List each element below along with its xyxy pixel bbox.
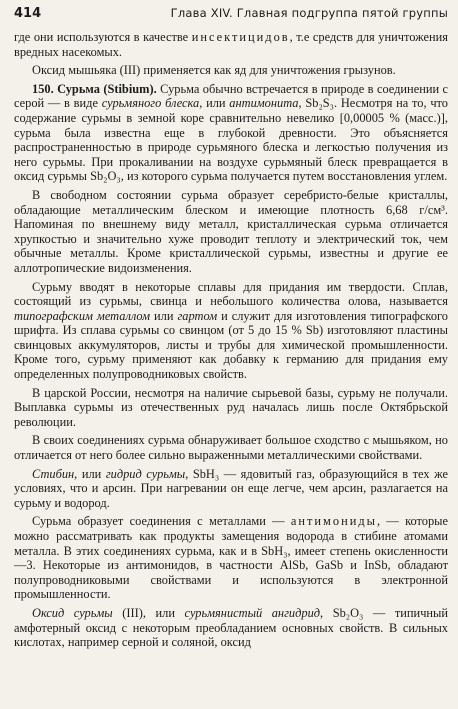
text-run: инсектицидов [191, 30, 290, 44]
text-run: антимониды [290, 514, 377, 529]
text-run: , или [199, 96, 230, 111]
text-run: 150. Сурьма (Stibium). [32, 81, 157, 96]
text-run: где они используются в качестве [14, 30, 192, 44]
text-run: Оксид сурьмы [32, 605, 113, 620]
text-run: Сурьма образует соединения с металлами — [32, 514, 291, 529]
paragraph [14, 514, 448, 602]
text-run: Сурьму вводят в некоторые сплавы для придания им твердости. Сплав, состоящий из сурьмы, свинца и небольшого количества олова, называется [14, 279, 448, 309]
paragraph [14, 82, 448, 184]
page-body [14, 30, 448, 650]
text-run: В царской России, несмотря на наличие сырьевой базы, сурьму не получали. Выплавка сурьмы из отечественных руд началась лишь после Октябрьской революции. [14, 385, 448, 429]
text-run: , SbH₃ — ядовитый газ, образующийся в тех же условиях, что и арсин. При нагревании он еще легче, чем арсин, разлагается на сурьму и водород. [14, 466, 448, 510]
text-run: сурьмянистый ангидрид [184, 605, 321, 620]
paragraph [14, 280, 448, 382]
text-run: В своих соединениях сурьма обнаруживает большое сходство с мышьяком, но отличается от него более сильно выраженными металлическими свойствами. [14, 433, 448, 463]
text-run: , или [74, 466, 106, 481]
text-run: , Sb₂S₃. Несмотря на то, что содержание сурьмы в земной коре сравнительно невелико [0,00005 % (масс.)], сурьма была известна еще в глубокой древности. Это объясняется распространенностью в природе сурьмяного блеска и легкостью получения из него сурьмы. При прокаливании на воздухе сурьмяный блеск превращается в оксид сурьмы Sb₂O₃, из которого сурьма получается путем восстановления углем. [14, 96, 449, 184]
page-header [14, 6, 448, 30]
text-run: , т.е средств для уничтожения вредных насекомых. [14, 30, 448, 59]
text-run: сурьмяного блеска [101, 96, 200, 111]
paragraph [14, 63, 448, 78]
text-run: В свободном состоянии сурьма образует серебристо-белые кристаллы, обладающие металлическим блеском и имеющие плотность 6,68 г/см³. Напоминая по внешнему виду металл, кристаллическая сурьма отличается хрупкостью и значительно хуже проводит теплоту и электрический ток, чем обычные металлы. Кроме кристаллической сурьмы, известны и другие ее аллотропические видоизменения. [14, 187, 448, 275]
text-run: и служит для изготовления типографского шрифта. Из сплава сурьмы со свинцом (от 5 до 15 % Sb) изготовляют пластины свинцовых аккумуляторов, листы и трубы для химической промышленности. Кроме того, сурьму применяют как добавку к германию для придания ему определенных полупроводниковых свойств. [14, 308, 448, 382]
text-run: Сурьма обычно встречается в природе в соединении с серой — в виде [14, 81, 448, 111]
paragraph [14, 467, 448, 511]
paragraph [14, 606, 448, 650]
paragraph [14, 188, 448, 276]
paragraph [14, 30, 448, 59]
text-run: Стибин [32, 466, 75, 481]
text-run: гидрид сурьмы [105, 466, 186, 481]
paragraph [14, 386, 448, 430]
page-number: 414 [14, 6, 42, 21]
text-run: (III), или [112, 605, 185, 620]
text-run: , — которые можно рассматривать как продукты замещения водорода в стибине атомами металла. В этих соединениях сурьма, как и в SbH₃, имеет степень окисленности —3. Некоторые из антимонидов, в частности AlSb, GaSb и InSb, обладают полупроводниковыми свойствами и используются в электронной промышленности. [14, 514, 448, 602]
text-run: антимонита [229, 96, 299, 111]
running-title: Глава XIV. Главная подгруппа пятой группы [170, 6, 448, 20]
text-run: , Sb₂O₃ — типичный амфотерный оксид с некоторым преобладанием основных свойств. В сильных кислотах, например серной и соляной, оксид [14, 605, 449, 650]
text-run: типографским металлом [14, 308, 151, 323]
text-run: или [150, 308, 178, 323]
paragraph [14, 433, 448, 462]
text-run: Оксид мышьяка (III) применяется как яд для уничтожения грызунов. [32, 63, 396, 78]
text-run: гартом [177, 308, 218, 323]
